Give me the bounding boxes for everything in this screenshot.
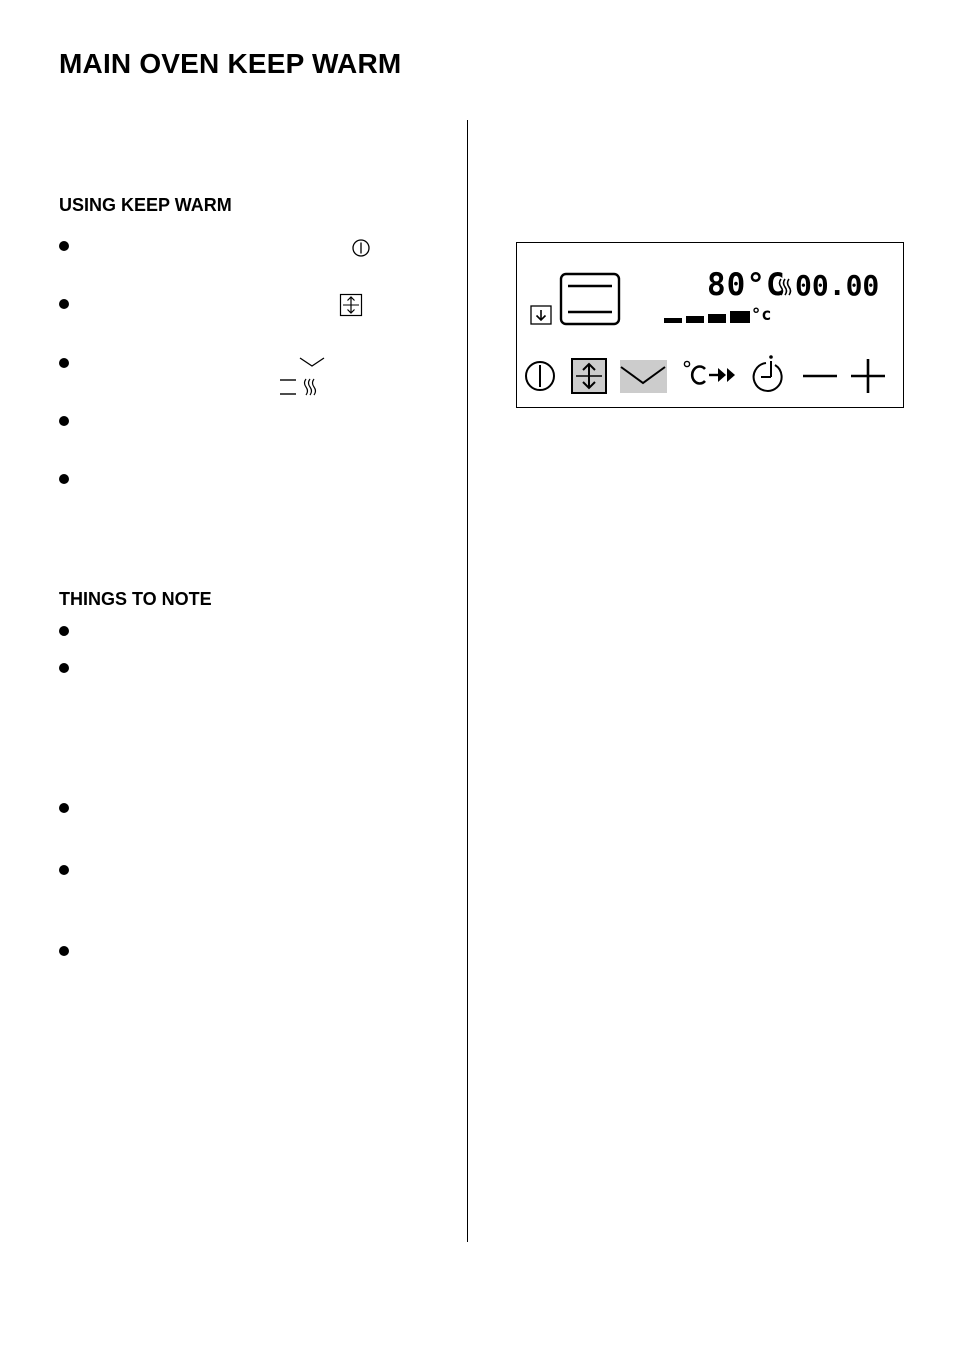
bullet [59, 358, 69, 368]
bullet [59, 416, 69, 426]
keep-warm-button-icon [620, 360, 667, 393]
bullet [59, 299, 69, 309]
control-panel-display [516, 242, 904, 408]
bullet [59, 803, 69, 813]
section-heading-using-keep-warm: USING KEEP WARM [59, 195, 232, 215]
lower-oven-select-icon [531, 306, 551, 324]
power-button-icon [526, 362, 554, 390]
function-select-icon [339, 293, 363, 317]
keep-warm-symbol-icon [279, 377, 319, 397]
page-title: MAIN OVEN KEEP WARM [59, 48, 402, 79]
plus-icon [851, 359, 885, 393]
temperature-unit-label: °c [751, 305, 772, 325]
bullet [59, 865, 69, 875]
function-select-button-icon [572, 359, 606, 393]
time-readout: 00.00 [795, 269, 880, 302]
bullet [59, 946, 69, 956]
timer-icon [754, 355, 782, 391]
bullet [59, 663, 69, 673]
column-divider [467, 120, 468, 1242]
temperature-level-bars [664, 311, 750, 323]
bullet [59, 626, 69, 636]
keep-warm-chevron-icon [299, 355, 325, 369]
section-heading-things-to-note: THINGS TO NOTE [59, 589, 212, 609]
bullet [59, 241, 69, 251]
oven-cavity-icon [561, 274, 619, 324]
bullet [59, 474, 69, 484]
temperature-readout: 80°C [707, 267, 786, 303]
fast-heat-icon [684, 361, 735, 383]
power-icon [351, 238, 371, 258]
